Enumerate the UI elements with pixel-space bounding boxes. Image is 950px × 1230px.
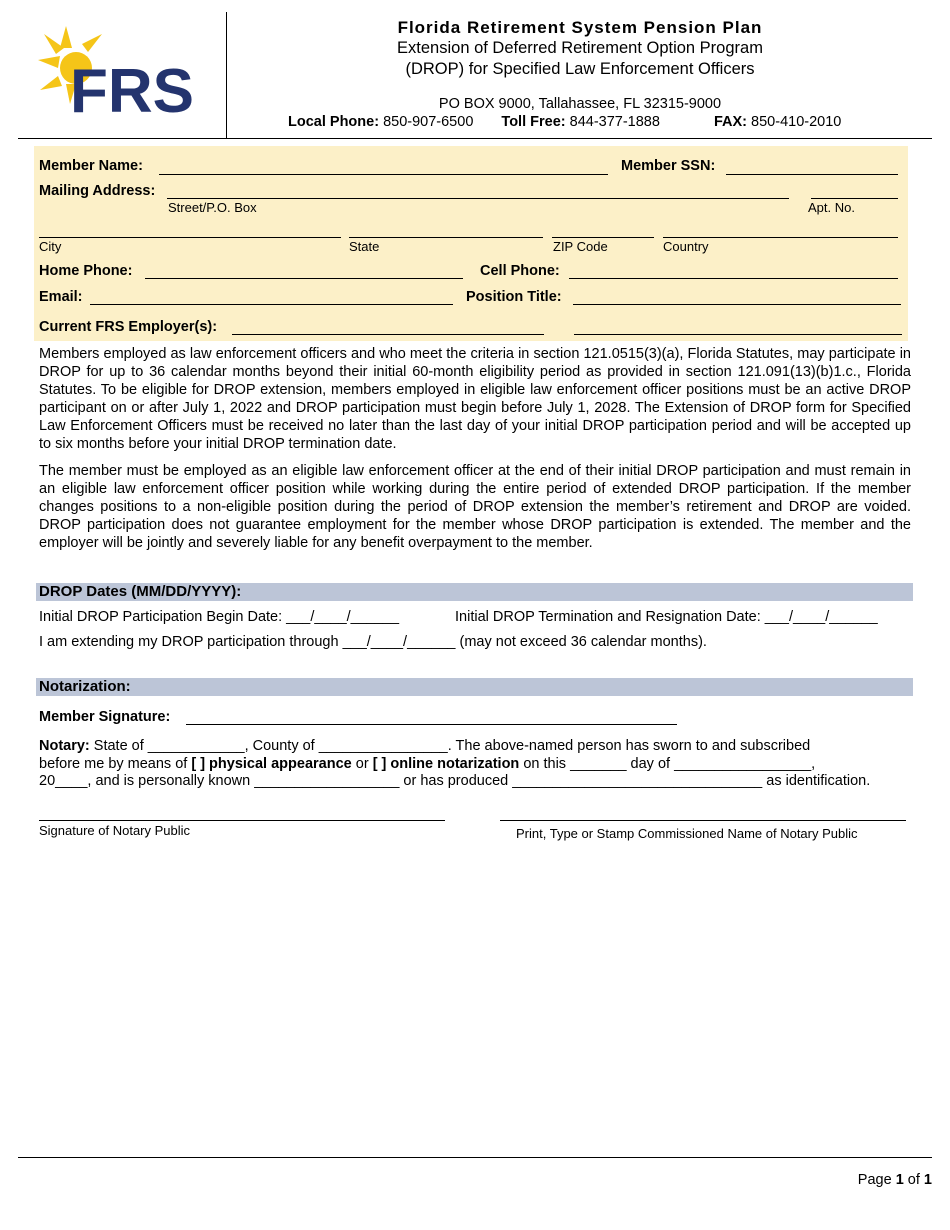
frs-logo xyxy=(36,26,206,118)
notary-name-line[interactable] xyxy=(500,820,906,821)
header-vertical-divider xyxy=(226,12,227,138)
form-subtitle-line1: Extension of Deferred Retirement Option Program xyxy=(397,39,763,57)
member-signature-label: Member Signature: xyxy=(39,709,171,725)
header-divider xyxy=(18,138,932,139)
fax-number: 850-410-2010 xyxy=(751,114,842,130)
member-name-label: Member Name: xyxy=(39,158,143,174)
member-ssn-label: Member SSN: xyxy=(621,158,716,174)
local-phone-label: Local Phone: xyxy=(288,114,380,130)
state-field[interactable] xyxy=(349,221,543,238)
employer-field-1[interactable] xyxy=(232,318,544,335)
country-field[interactable] xyxy=(663,221,898,238)
city-field[interactable] xyxy=(39,221,341,238)
physical-appearance-checkbox[interactable]: [ ] physical appearance xyxy=(191,756,352,772)
notary-line-2 xyxy=(39,756,919,772)
member-info-box xyxy=(34,146,908,341)
notary-state-county-text[interactable]: State of ____________, County of ________________. The above-named person has sworn to and subscribed xyxy=(93,738,811,754)
cell-phone-field[interactable] xyxy=(569,262,898,279)
email-field[interactable] xyxy=(90,288,453,305)
contact-line xyxy=(288,114,928,130)
street-field[interactable] xyxy=(167,182,789,199)
employment-paragraph: The member must be employed as an eligible law enforcement officer at the end of their initial DROP participation and must remain in an eligible law enforcement officer position while working during the entire period of extended DROP participation. If the member changes positions to a non-eligible position during the period of DROP extension the member’s retirement and DROP are voided. DROP participation does not guarantee employment for the member whose DROP participation is extended. The member and the employer will be jointly and severely liable for any benefit overpayment to the member. xyxy=(39,463,911,551)
employer-label: Current FRS Employer(s): xyxy=(39,319,218,335)
drop-dates-heading: DROP Dates (MM/DD/YYYY): xyxy=(39,583,242,600)
toll-free-label: Toll Free: xyxy=(501,114,566,130)
fax-label: FAX: xyxy=(713,114,748,130)
means-text: before me by means of xyxy=(39,756,188,772)
notary-line-3[interactable]: 20____, and is personally known __________________ or has produced _______________________________ as identification. xyxy=(39,773,871,789)
day-of-text[interactable]: on this _______ day of _________________, xyxy=(523,756,816,772)
notary-name-caption: Print, Type or Stamp Commissioned Name of Notary Public xyxy=(516,826,858,841)
country-caption: Country xyxy=(663,239,709,254)
apt-field[interactable] xyxy=(811,182,898,199)
home-phone-field[interactable] xyxy=(145,262,463,279)
initial-termination-date-field[interactable]: Initial DROP Termination and Resignation Date: ___/____/______ xyxy=(455,609,878,625)
notary-signature-line[interactable] xyxy=(39,820,445,821)
local-phone: 850-907-6500 xyxy=(383,114,474,130)
notarization-heading: Notarization: xyxy=(39,678,131,695)
member-ssn-field[interactable] xyxy=(726,158,898,175)
logo-wordmark: FRS xyxy=(70,57,194,118)
member-signature-field[interactable] xyxy=(186,708,677,725)
email-label: Email: xyxy=(39,289,83,305)
street-caption: Street/P.O. Box xyxy=(168,200,257,215)
eligibility-paragraph: Members employed as law enforcement officers and who meet the criteria in section 121.0515(3)(a), Florida Statutes, may participate in DROP for up to 36 calendar months beyond their initial 60-month eligibility period as provided in section 121.091(13)(b)1.c., Florida Statutes. To be eligible for DROP extension, members employed in eligible law enforcement officer positions must be an active DROP participant on or after July 1, 2022 and DROP participation must begin before July 1, 2028. The Extension of DROP form for Specified Law Enforcement Officers must be received no later than the last day of your initial DROP participation period and will be accepted up to six months before your initial DROP termination date. xyxy=(39,346,911,452)
page-of: of xyxy=(907,1172,920,1188)
cell-phone-label: Cell Phone: xyxy=(480,263,560,279)
position-title-label: Position Title: xyxy=(466,289,562,305)
notary-line-1 xyxy=(39,738,919,754)
home-phone-label: Home Phone: xyxy=(39,263,133,279)
employer-field-2[interactable] xyxy=(574,318,902,335)
footer-divider xyxy=(18,1157,932,1158)
sun-icon xyxy=(36,26,206,118)
notarization-section-header xyxy=(36,678,913,696)
mailing-address-label: Mailing Address: xyxy=(39,183,156,199)
or-text: or xyxy=(355,756,369,772)
drop-dates-section-header xyxy=(36,583,913,601)
extension-date-field[interactable]: I am extending my DROP participation through ___/____/______ (may not exceed 36 calendar months). xyxy=(39,634,707,650)
apt-caption: Apt. No. xyxy=(808,200,855,215)
notary-signature-caption: Signature of Notary Public xyxy=(39,823,191,838)
state-caption: State xyxy=(349,239,380,254)
page-number: 1 xyxy=(895,1172,904,1188)
page-total: 1 xyxy=(923,1172,932,1188)
form-title: Florida Retirement System Pension Plan xyxy=(397,18,763,37)
initial-begin-date-field[interactable]: Initial DROP Participation Begin Date: ___/____/______ xyxy=(39,609,400,625)
position-title-field[interactable] xyxy=(573,288,901,305)
zip-caption: ZIP Code xyxy=(553,239,608,254)
zip-field[interactable] xyxy=(552,221,654,238)
form-subtitle-line2: (DROP) for Specified Law Enforcement Officers xyxy=(405,60,755,78)
toll-free-phone: 844-377-1888 xyxy=(569,114,660,130)
mailing-address: PO BOX 9000, Tallahassee, FL 32315-9000 xyxy=(438,96,722,112)
notary-label: Notary: xyxy=(39,738,90,754)
page-prefix: Page xyxy=(857,1172,892,1188)
page-indicator xyxy=(858,1172,932,1188)
city-caption: City xyxy=(39,239,62,254)
member-name-field[interactable] xyxy=(159,158,608,175)
online-notarization-checkbox[interactable]: [ ] online notarization xyxy=(372,756,520,772)
